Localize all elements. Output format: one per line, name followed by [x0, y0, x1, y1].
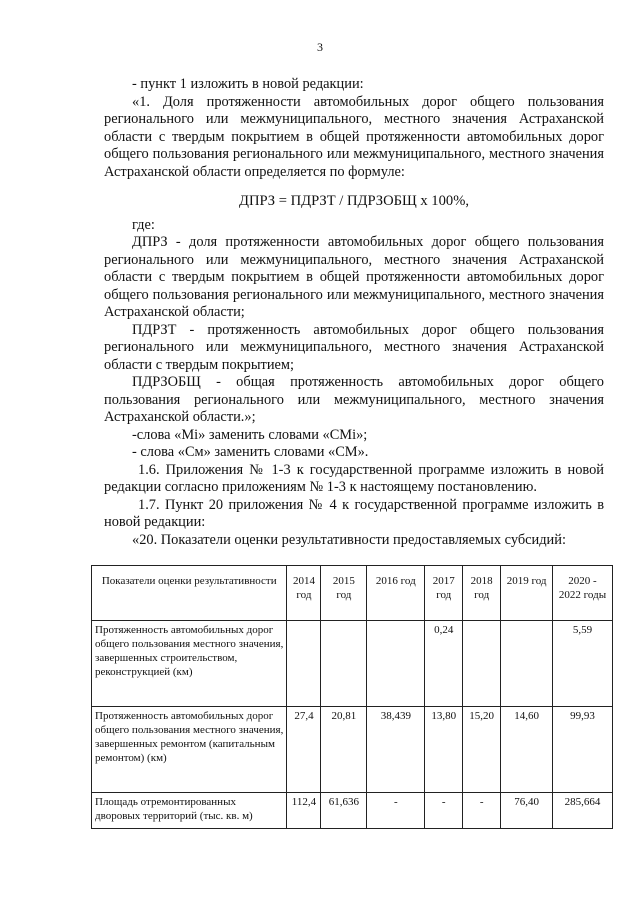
table-header-cell: Показатели оценки результативности	[92, 566, 287, 621]
table-cell: 285,664	[553, 793, 613, 829]
paragraph-point-1: «1. Доля протяженности автомобильных дорог общего пользования регионального или межмуниципального, местного значения Астраханской области с твердым покрытием в общей протяженности автомобильных дорог общего пользования регионального или межмуниципального, местного значения Астраханской области определяется по формуле:	[104, 93, 604, 180]
paragraph-point-20: «20. Показатели оценки результативности предоставляемых субсидий:	[132, 531, 566, 548]
table-row	[92, 621, 613, 707]
table-cell	[463, 621, 501, 707]
table-cell	[321, 621, 367, 707]
paragraph-where: где:	[132, 216, 155, 233]
table-cell: 112,4	[287, 793, 321, 829]
paragraph-1-6: 1.6. Приложения № 1-3 к государственной программе изложить в новой редакции согласно приложениям № 1-3 к настоящему постановлению.	[104, 461, 604, 495]
table-cell: -	[425, 793, 463, 829]
table-cell: 99,93	[553, 707, 613, 793]
paragraph-replace-mi: -слова «Mi» заменить словами «СМi»;	[132, 426, 368, 443]
paragraph-replace-sm: - слова «См» заменить словами «СМ».	[132, 444, 369, 460]
table-header-cell: 2015 год	[321, 566, 367, 621]
table-cell	[367, 621, 425, 707]
table-cell: 76,40	[501, 793, 553, 829]
table-header-cell: 2016 год	[367, 566, 425, 621]
table-cell: 20,81	[321, 707, 367, 793]
table-cell: 5,59	[553, 621, 613, 707]
table-cell-indicator: Протяженность автомобильных дорог общего пользования местного значения, завершенных строительством, реконструкцией (км)	[92, 621, 287, 707]
table-header-cell: 2018 год	[463, 566, 501, 621]
table-cell: 38,439	[367, 707, 425, 793]
paragraph-def-pdrzobsch: ПДРЗОБЩ - общая протяженность автомобильных дорог общего пользования регионального или межмуниципального, местного значения Астраханской области.»;	[104, 374, 604, 425]
table-row	[92, 707, 613, 793]
table-cell: 61,636	[321, 793, 367, 829]
table-cell: -	[463, 793, 501, 829]
table-cell: 27,4	[287, 707, 321, 793]
table-cell: 15,20	[463, 707, 501, 793]
table-cell: 14,60	[501, 707, 553, 793]
page-number: 3	[317, 40, 323, 54]
formula: ДПРЗ = ПДРЗТ / ПДРЗОБЩ х 100%,	[238, 193, 470, 209]
paragraph-intro: - пункт 1 изложить в новой редакции:	[132, 76, 364, 92]
table-cell: 0,24	[425, 621, 463, 707]
table-header-cell: 2017 год	[425, 566, 463, 621]
table-cell	[501, 621, 553, 707]
table-header-cell: 2019 год	[501, 566, 553, 621]
indicators-table	[91, 565, 613, 829]
paragraph-def-pdrzt: ПДРЗТ - протяженность автомобильных дорог общего пользования регионального или межмуниципального, местного значения Астраханской области с твердым покрытием;	[104, 321, 604, 373]
paragraph-def-dprz: ДПРЗ - доля протяженности автомобильных дорог общего пользования регионального или межмуниципального, местного значения Астраханской области с твердым покрытием в общей протяженности автомобильных дорог общего пользования регионального или межмуниципального, местного значения Астраханской области;	[104, 234, 604, 320]
table-cell-indicator: Площадь отремонтированных дворовых территорий (тыс. кв. м)	[92, 793, 287, 829]
table-cell: -	[367, 793, 425, 829]
paragraph-1-7: 1.7. Пункт 20 приложения № 4 к государственной программе изложить в новой редакции:	[104, 496, 604, 530]
table-row	[92, 793, 613, 829]
table-header-row	[92, 566, 613, 621]
table-header-cell: 2014 год	[287, 566, 321, 621]
table-cell	[287, 621, 321, 707]
table-cell: 13,80	[425, 707, 463, 793]
table-cell-indicator: Протяженность автомобильных дорог общего пользования местного значения, завершенных ремонтом (капитальным ремонтом) (км)	[92, 707, 287, 793]
table-header-cell: 2020 - 2022 годы	[553, 566, 613, 621]
document-body	[104, 76, 604, 549]
